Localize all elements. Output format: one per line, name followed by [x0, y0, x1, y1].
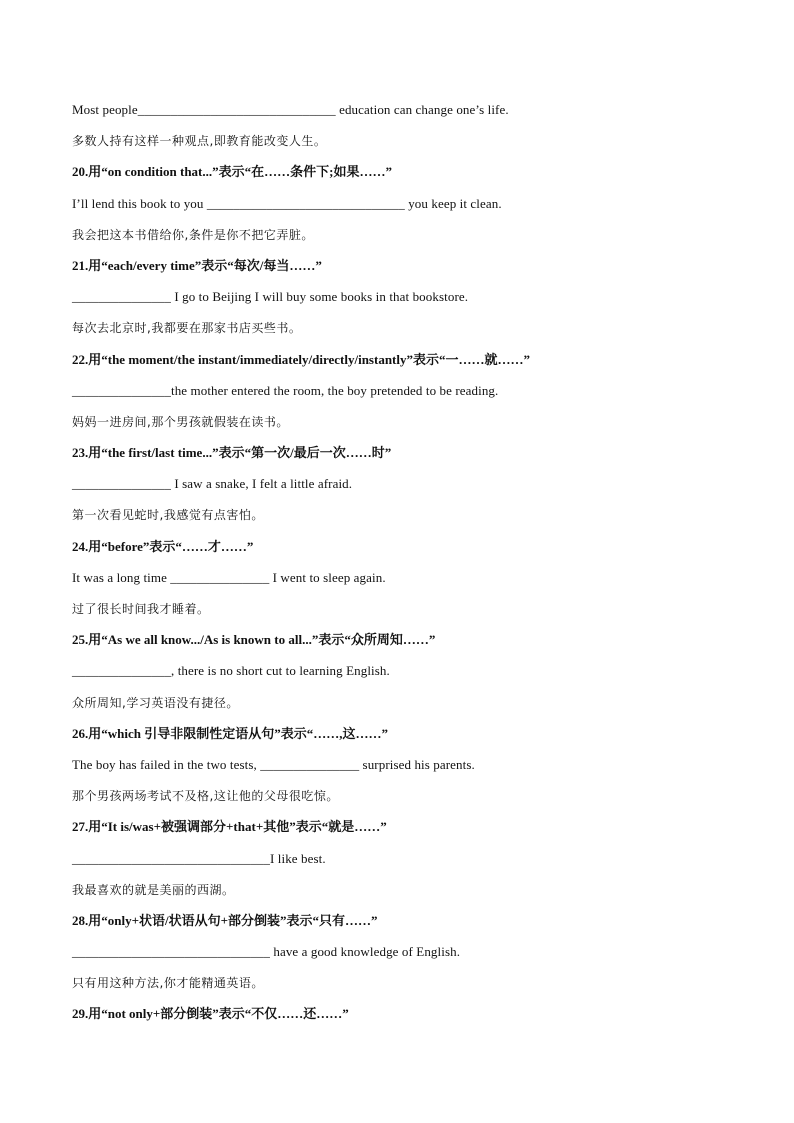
sentence-english: I’ll lend this book to you ______________________________ you keep it clean. — [72, 195, 502, 211]
item-heading-28: 28.用“only+状语/状语从句+部分倒装”表示“只有……” — [72, 912, 378, 928]
item-heading-26: 26.用“which 引导非限制性定语从句”表示“……,这……” — [72, 725, 388, 741]
sentence-english: Most people______________________________ education can change one’s life. — [72, 102, 509, 117]
item-heading-23: 23.用“the first/last time...”表示“第一次/最后一次……时” — [72, 445, 392, 461]
item-heading-20: 20.用“on condition that...”表示“在……条件下;如果……” — [72, 164, 392, 180]
item-heading-25: 25.用“As we all know.../As is known to all...”表示“众所周知……” — [72, 632, 436, 648]
item-heading-24: 24.用“before”表示“……才……” — [72, 538, 254, 554]
sentence-chinese: 那个男孩两场考试不及格,这让他的父母很吃惊。 — [72, 789, 339, 804]
sentence-chinese: 只有用这种方法,你才能精通英语。 — [72, 976, 264, 991]
sentence-english: _______________ I go to Beijing I will buy some books in that bookstore. — [72, 289, 469, 305]
sentence-english: ______________________________ have a good knowledge of English. — [72, 944, 461, 960]
item-heading-27: 27.用“It is/was+被强调部分+that+其他”表示“就是……” — [72, 819, 387, 835]
sentence-chinese: 第一次看见蛇时,我感觉有点害怕。 — [72, 508, 264, 523]
sentence-chinese: 妈妈一进房间,那个男孩就假装在读书。 — [72, 414, 289, 429]
sentence-chinese: 我会把这本书借给你,条件是你不把它弄脏。 — [72, 227, 314, 242]
item-heading-22: 22.用“the moment/the instant/immediately/directly/instantly”表示“一……就……” — [72, 351, 530, 367]
sentence-chinese: 我最喜欢的就是美丽的西湖。 — [72, 882, 235, 897]
sentence-chinese: 每次去北京时,我都要在那家书店买些书。 — [72, 321, 302, 336]
sentence-english: ______________________________I like best. — [72, 850, 326, 866]
sentence-chinese: 过了很长时间我才睡着。 — [72, 602, 210, 616]
item-heading-21: 21.用“each/every time”表示“每次/每当……” — [72, 257, 322, 273]
sentence-english: _______________ I saw a snake, I felt a little afraid. — [72, 476, 353, 492]
document-body — [72, 100, 732, 1036]
sentence-english: _______________, there is no short cut to learning English. — [72, 663, 390, 679]
sentence-english: The boy has failed in the two tests, _______________ surprised his parents. — [72, 756, 475, 772]
sentence-chinese: 多数人持有这样一种观点,即教育能改变人生。 — [72, 134, 327, 149]
sentence-chinese: 众所周知,学习英语没有捷径。 — [72, 695, 239, 710]
sentence-english: _______________the mother entered the room, the boy pretended to be reading. — [72, 382, 499, 398]
sentence-english: It was a long time _______________ I went to sleep again. — [72, 569, 386, 585]
item-heading-29: 29.用“not only+部分倒装”表示“不仅……还……” — [72, 1006, 349, 1022]
